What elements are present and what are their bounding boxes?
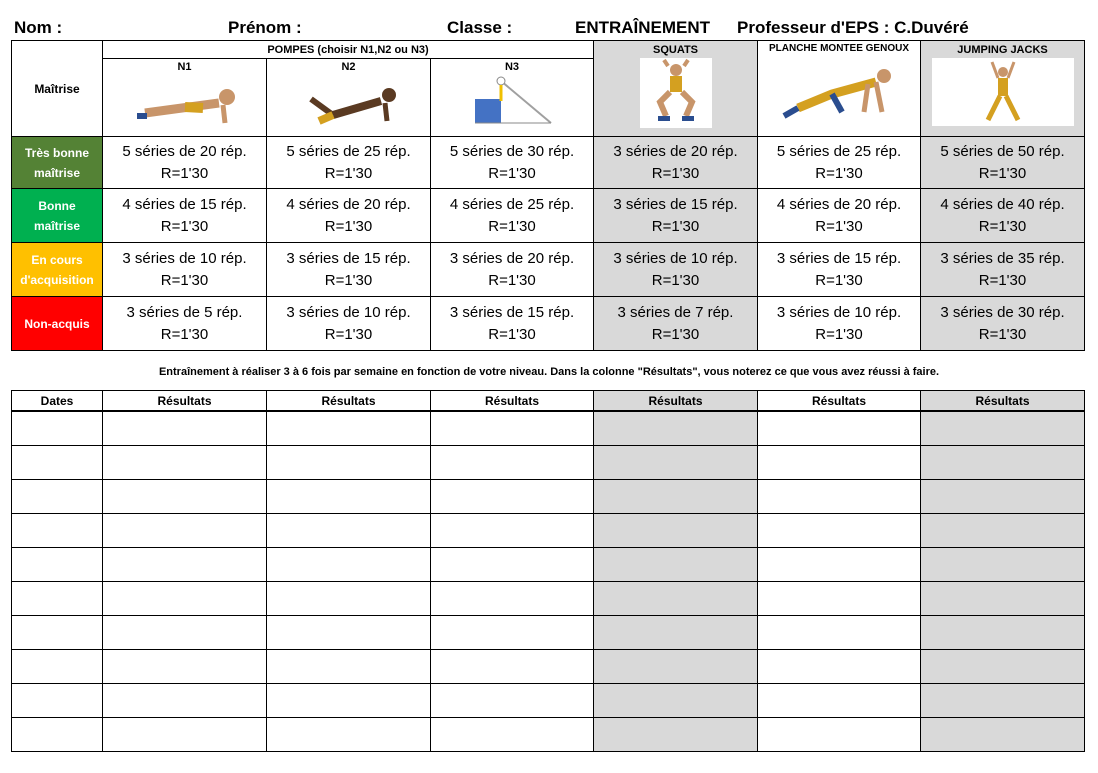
results-header: Résultats [103, 391, 267, 412]
instructions-note: Entraînement à réaliser 3 à 6 fois par semaine en fonction de votre niveau. Dans la colonne "Résultats", vous noterez ce que vous avez réussi à faire. [158, 366, 940, 378]
results-log-table [11, 390, 1085, 752]
table-row [12, 616, 1085, 650]
table-cell: 5 séries de 25 rép. R=1'30 [758, 137, 921, 189]
teacher-label: Professeur d'EPS : C.Duvéré [737, 18, 969, 37]
result-entry-cell[interactable] [267, 480, 431, 514]
date-entry-cell[interactable] [12, 718, 103, 752]
result-entry-cell[interactable] [103, 411, 267, 446]
n1-title: N1 [177, 61, 192, 73]
results-header: Résultats [431, 391, 594, 412]
result-entry-cell[interactable] [921, 616, 1085, 650]
table-row [12, 446, 1085, 480]
result-entry-cell[interactable] [921, 411, 1085, 446]
result-entry-cell[interactable] [921, 514, 1085, 548]
level-label-line2: maîtrise [33, 218, 81, 233]
result-entry-cell[interactable] [103, 582, 267, 616]
result-entry-cell[interactable] [594, 616, 758, 650]
result-entry-cell[interactable] [267, 718, 431, 752]
result-entry-cell[interactable] [921, 650, 1085, 684]
result-entry-cell[interactable] [594, 548, 758, 582]
result-entry-cell[interactable] [758, 411, 921, 446]
dates-header: Dates [12, 391, 103, 412]
result-entry-cell[interactable] [103, 446, 267, 480]
level-bonne-maitrise [12, 189, 103, 243]
table-cell: 5 séries de 30 rép. R=1'30 [431, 137, 594, 189]
result-entry-cell[interactable] [431, 650, 594, 684]
table-row [12, 718, 1085, 752]
pushup-n1-icon [125, 75, 245, 127]
result-entry-cell[interactable] [267, 514, 431, 548]
result-entry-cell[interactable] [921, 446, 1085, 480]
result-entry-cell[interactable] [267, 684, 431, 718]
results-header: Résultats [921, 391, 1085, 412]
result-entry-cell[interactable] [431, 582, 594, 616]
result-entry-cell[interactable] [758, 684, 921, 718]
table-cell: 3 séries de 15 rép. R=1'30 [594, 189, 758, 243]
maitrise-header: Maîtrise [12, 41, 103, 137]
result-entry-cell[interactable] [758, 548, 921, 582]
table-cell: 3 séries de 10 rép. R=1'30 [594, 243, 758, 297]
table-row [12, 582, 1085, 616]
result-entry-cell[interactable] [103, 480, 267, 514]
result-entry-cell[interactable] [431, 446, 594, 480]
results-header: Résultats [594, 391, 758, 412]
result-entry-cell[interactable] [921, 718, 1085, 752]
table-cell: 3 séries de 20 rép. R=1'30 [431, 243, 594, 297]
n3-header [431, 59, 594, 137]
date-entry-cell[interactable] [12, 616, 103, 650]
level-label-line1: Non-acquis [24, 316, 90, 331]
level-tres-bonne-maitrise [12, 137, 103, 189]
result-entry-cell[interactable] [267, 446, 431, 480]
result-entry-cell[interactable] [267, 548, 431, 582]
table-row [12, 480, 1085, 514]
date-entry-cell[interactable] [12, 582, 103, 616]
level-label-line1: En cours [31, 252, 83, 267]
date-entry-cell[interactable] [12, 411, 103, 446]
table-cell: 3 séries de 35 rép. R=1'30 [921, 243, 1085, 297]
pushup-n2-icon [289, 75, 409, 127]
table-cell: 3 séries de 10 rép. R=1'30 [267, 297, 431, 351]
date-entry-cell[interactable] [12, 684, 103, 718]
level-label-line1: Très bonne [24, 145, 89, 160]
result-entry-cell[interactable] [594, 650, 758, 684]
date-entry-cell[interactable] [12, 514, 103, 548]
level-non-acquis [12, 297, 103, 351]
jumping-jacks-figure-icon [932, 58, 1074, 126]
result-entry-cell[interactable] [267, 650, 431, 684]
results-header: Résultats [758, 391, 921, 412]
table-cell: 5 séries de 20 rép. R=1'30 [103, 137, 267, 189]
table-cell: 4 séries de 15 rép. R=1'30 [103, 189, 267, 243]
date-entry-cell[interactable] [12, 446, 103, 480]
table-row [12, 684, 1085, 718]
n3-title: N3 [504, 61, 520, 73]
level-label-line2: maîtrise [33, 165, 81, 180]
planche-title: PLANCHE MONTEE GENOUX [768, 43, 909, 54]
result-entry-cell[interactable] [431, 548, 594, 582]
table-cell: 3 séries de 7 rép. R=1'30 [594, 297, 758, 351]
table-cell: 5 séries de 25 rép. R=1'30 [267, 137, 431, 189]
table-row [12, 514, 1085, 548]
result-entry-cell[interactable] [431, 616, 594, 650]
result-entry-cell[interactable] [267, 411, 431, 446]
date-entry-cell[interactable] [12, 480, 103, 514]
level-label-line1: Bonne [38, 198, 76, 213]
nom-label: Nom : [14, 18, 63, 37]
table-cell: 3 séries de 10 rép. R=1'30 [103, 243, 267, 297]
squats-title: SQUATS [652, 44, 699, 56]
planche-header [758, 41, 921, 137]
result-entry-cell[interactable] [758, 718, 921, 752]
result-entry-cell[interactable] [594, 480, 758, 514]
results-log-body [12, 411, 1085, 752]
table-row [12, 650, 1085, 684]
result-entry-cell[interactable] [921, 684, 1085, 718]
result-entry-cell[interactable] [431, 480, 594, 514]
table-cell: 3 séries de 15 rép. R=1'30 [267, 243, 431, 297]
result-entry-cell[interactable] [921, 480, 1085, 514]
jumping-header [921, 41, 1085, 137]
result-entry-cell[interactable] [267, 616, 431, 650]
table-cell: 4 séries de 20 rép. R=1'30 [758, 189, 921, 243]
result-entry-cell[interactable] [103, 684, 267, 718]
result-entry-cell[interactable] [103, 650, 267, 684]
result-entry-cell[interactable] [594, 446, 758, 480]
table-cell: 3 séries de 5 rép. R=1'30 [103, 297, 267, 351]
exercise-table [11, 40, 1085, 351]
result-entry-cell[interactable] [758, 650, 921, 684]
date-entry-cell[interactable] [12, 650, 103, 684]
level-label-line2: d'acquisition [20, 272, 94, 287]
result-entry-cell[interactable] [103, 548, 267, 582]
training-title: ENTRAÎNEMENT [575, 18, 711, 37]
result-entry-cell[interactable] [103, 514, 267, 548]
level-en-cours-acquisition [12, 243, 103, 297]
result-entry-cell[interactable] [594, 411, 758, 446]
table-row [12, 548, 1085, 582]
table-cell: 3 séries de 20 rép. R=1'30 [594, 137, 758, 189]
result-entry-cell[interactable] [758, 616, 921, 650]
table-cell: 4 séries de 40 rép. R=1'30 [921, 189, 1085, 243]
result-entry-cell[interactable] [431, 718, 594, 752]
result-entry-cell[interactable] [921, 548, 1085, 582]
squat-figure-icon [640, 58, 712, 128]
table-cell: 3 séries de 10 rép. R=1'30 [758, 297, 921, 351]
n2-title: N2 [341, 61, 356, 73]
classe-label: Classe : [447, 18, 513, 37]
jumping-title: JUMPING JACKS [957, 44, 1048, 56]
result-entry-cell[interactable] [758, 582, 921, 616]
result-entry-cell[interactable] [758, 446, 921, 480]
table-cell: 3 séries de 30 rép. R=1'30 [921, 297, 1085, 351]
n2-header [267, 59, 431, 137]
result-entry-cell[interactable] [103, 616, 267, 650]
squats-header [594, 41, 758, 137]
pushup-n3-icon [471, 75, 553, 127]
table-cell: 5 séries de 50 rép. R=1'30 [921, 137, 1085, 189]
result-entry-cell[interactable] [758, 480, 921, 514]
result-entry-cell[interactable] [431, 684, 594, 718]
result-entry-cell[interactable] [103, 718, 267, 752]
table-cell: 4 séries de 20 rép. R=1'30 [267, 189, 431, 243]
result-entry-cell[interactable] [758, 514, 921, 548]
date-entry-cell[interactable] [12, 548, 103, 582]
result-entry-cell[interactable] [594, 582, 758, 616]
results-header: Résultats [267, 391, 431, 412]
page-header [0, 0, 1098, 40]
result-entry-cell[interactable] [594, 514, 758, 548]
result-entry-cell[interactable] [431, 411, 594, 446]
table-cell: 3 séries de 15 rép. R=1'30 [431, 297, 594, 351]
result-entry-cell[interactable] [594, 718, 758, 752]
result-entry-cell[interactable] [594, 684, 758, 718]
planche-figure-icon [772, 54, 908, 124]
pompes-header: POMPES (choisir N1,N2 ou N3) [103, 41, 594, 59]
result-entry-cell[interactable] [921, 582, 1085, 616]
n1-header [103, 59, 267, 137]
prenom-label: Prénom : [228, 18, 302, 37]
table-cell: 3 séries de 15 rép. R=1'30 [758, 243, 921, 297]
table-row [12, 411, 1085, 446]
result-entry-cell[interactable] [267, 582, 431, 616]
result-entry-cell[interactable] [431, 514, 594, 548]
table-cell: 4 séries de 25 rép. R=1'30 [431, 189, 594, 243]
